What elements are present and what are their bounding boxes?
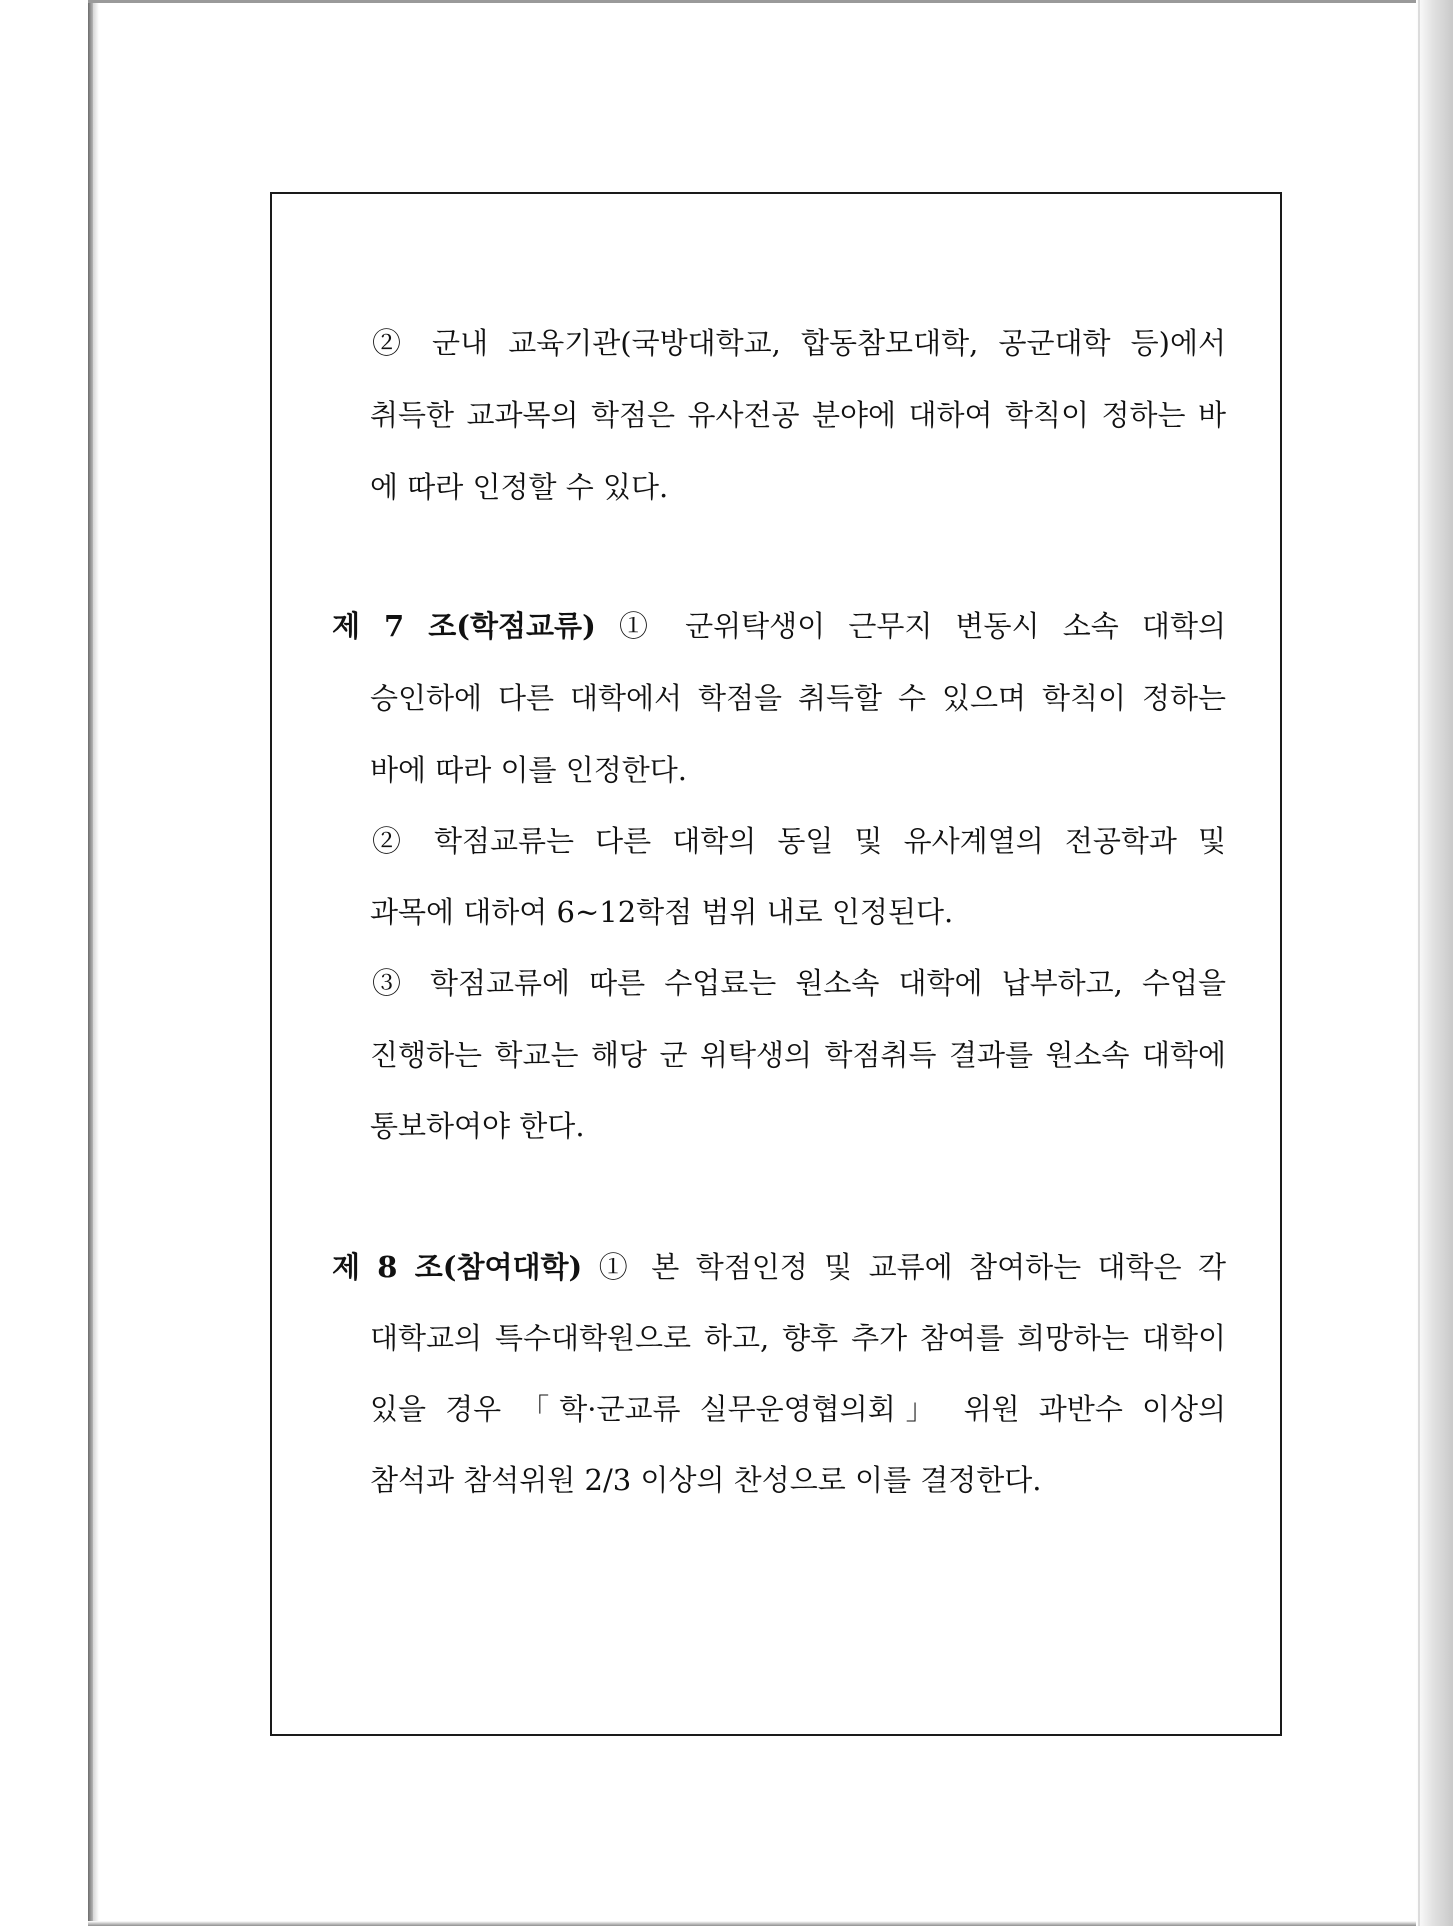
article-8-para1-line3: 있을 경우 「학·군교류 실무운영협의회」 위원 과반수 이상의 [370, 1392, 1226, 1426]
article-8-para1-line2: 대학교의 특수대학원으로 하고, 향후 추가 참여를 희망하는 대학이 [370, 1321, 1226, 1355]
article-7-first-line [332, 606, 1226, 646]
article-8-para1-first: ① 본 학점인정 및 교류에 참여하는 대학은 각 [582, 1250, 1226, 1284]
article-7-para2-line2: 과목에 대하여 6~12학점 범위 내로 인정된다. [370, 895, 954, 929]
article-8-heading: 제 8 조(참여대학) [332, 1250, 583, 1284]
article-7-para3-line2: 진행하는 학교는 해당 군 위탁생의 학점취득 결과를 원소속 대학에 [370, 1038, 1226, 1072]
article-7-para1-line2: 승인하에 다른 대학에서 학점을 취득할 수 있으며 학칙이 정하는 [370, 681, 1226, 715]
article-6-para2-line2: 취득한 교과목의 학점은 유사전공 분야에 대하여 학칙이 정하는 바 [370, 398, 1226, 432]
article-6-para2-line3: 에 따라 인정할 수 있다. [370, 470, 669, 504]
page-top-edge [88, 0, 1428, 3]
article-7-para3-line1: ③ 학점교류에 따른 수업료는 원소속 대학에 납부하고, 수업을 [372, 966, 1226, 1000]
article-7-para1-line3: 바에 따라 이를 인정한다. [370, 753, 688, 787]
article-7-heading: 제 7 조(학점교류) [332, 609, 596, 643]
page-left-edge-highlight [93, 0, 99, 1926]
page-bottom-edge [88, 1921, 1428, 1926]
page-right-edge-line [1418, 0, 1420, 1926]
article-7-para3-line3: 통보하여야 한다. [370, 1109, 585, 1143]
article-8-para1-line4: 참석과 참석위원 2/3 이상의 찬성으로 이를 결정한다. [370, 1463, 1042, 1497]
article-8-first-line [332, 1247, 1226, 1287]
article-6-para2-line1: ② 군내 교육기관(국방대학교, 합동참모대학, 공군대학 등)에서 [372, 326, 1226, 360]
article-7-para2-line1: ② 학점교류는 다른 대학의 동일 및 유사계열의 전공학과 및 [372, 824, 1226, 858]
article-7-para1-first: ① 군위탁생이 근무지 변동시 소속 대학의 [595, 609, 1226, 643]
page-right-shadow [1416, 0, 1453, 1926]
